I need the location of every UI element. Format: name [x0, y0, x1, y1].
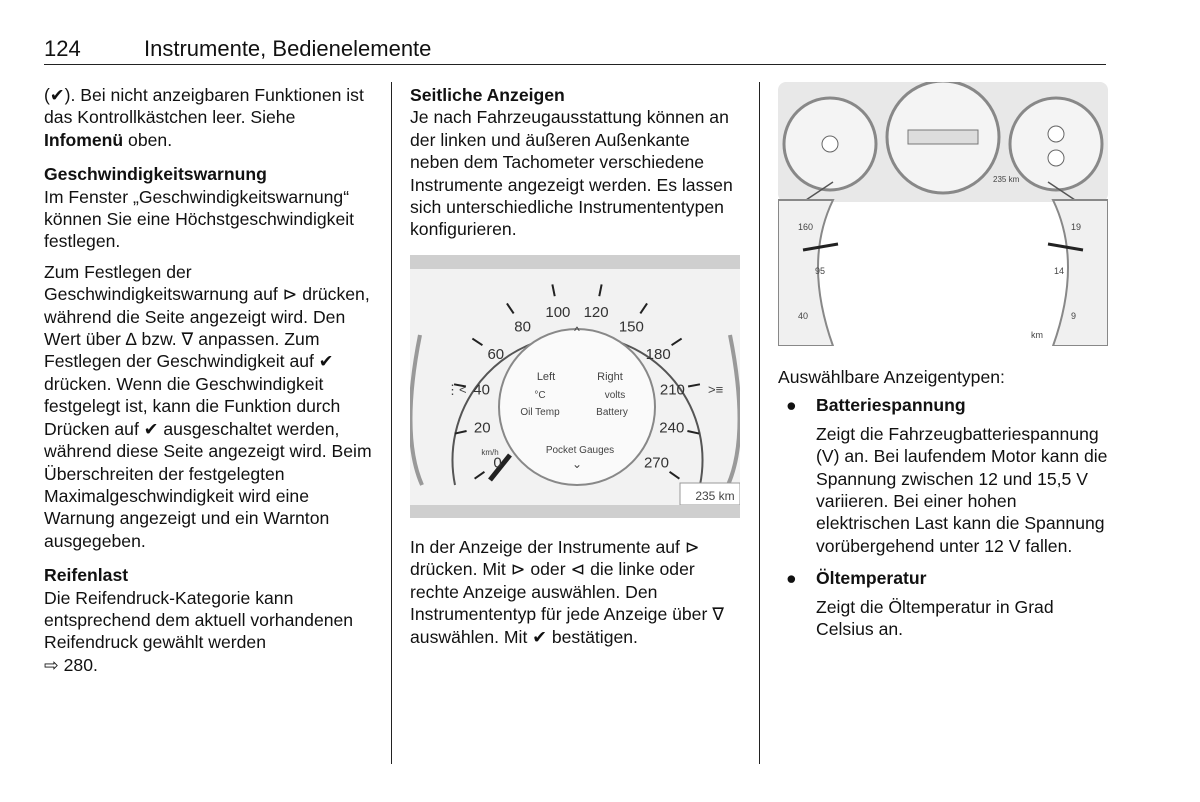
paragraph: Die Reifendruck-Kategorie kann entsprechend dem aktuell vorhandenen Reifendruck gewählt werden [44, 587, 354, 653]
paragraph: Je nach Fahrzeugausstattung können an der linken und äußeren Außenkante neben dem Tachometer verschiedene Instrumente angezeigt werden. Es lassen sich unterschiedliche Instrumententypen konfigurieren. [410, 107, 733, 240]
odometer-readout: 235 km [695, 489, 735, 503]
right-tick-1: 19 [1071, 222, 1082, 232]
speed-tick-label: 270 [643, 454, 669, 472]
item-body: Zeigt die Fahrzeugbatteriespannung (V) an. Bei laufendem Motor kann die Spannung zwischen 12 und 15,5 V variieren. Bei einer hohen elektrischen Last kann die Spannung vorübergehend unter 12 V fallen. [816, 423, 1108, 556]
svg-text:⌄: ⌄ [571, 457, 583, 471]
speedometer-illustration [410, 255, 740, 518]
pocket-gauges-label: Pocket Gauges [545, 445, 615, 456]
page-number: 124 [44, 36, 81, 61]
bullet: ● [786, 395, 797, 416]
paragraph: In der Anzeige der Instrumente auf ⊳ drücken. Mit ⊳ oder ⊲ die linke oder rechte Anzeige auswählen. Den Instrumententyp für jede Anzeige über ∇ auswählen. Mit ✔ bestätigen. [410, 537, 724, 647]
column-right [778, 366, 1108, 640]
paragraph: Im Fenster „Geschwindigkeitswarnung“ können Sie eine Höchstgeschwindigkeit festlegen. [44, 186, 355, 252]
left-tick-3: 40 [798, 311, 809, 321]
item-body: Zeigt die Öltemperatur in Grad Celsius an. [816, 596, 1054, 640]
gauge-type-list [778, 394, 1108, 640]
left-label: Left [536, 371, 556, 383]
speed-tick-label: 100 [545, 303, 571, 321]
instrument-cluster-figure [410, 255, 740, 518]
unit-label: km/h [481, 448, 499, 457]
speed-tick-label: 0 [493, 454, 502, 472]
right-tick-3: 9 [1071, 311, 1077, 321]
chapter-title: Instrumente, Bedienelemente [144, 36, 432, 61]
list-intro: Auswählbare Anzeigentypen: [778, 367, 1005, 387]
celsius-label: °C [534, 390, 546, 401]
top-odometer: 235 km [993, 175, 1020, 184]
side-gauges-figure [778, 82, 1108, 346]
left-tick-1: 160 [798, 222, 814, 232]
list-item [778, 567, 1108, 640]
speed-tick-label: 120 [583, 303, 609, 321]
left-tick-2: 95 [815, 266, 826, 276]
infomenu-reference: Infomenü [44, 129, 124, 150]
item-title: Batteriespannung [816, 395, 966, 416]
page-header [44, 34, 1106, 65]
speed-tick-label: 80 [514, 318, 531, 336]
page-reference: ⇨ 280. [44, 654, 98, 675]
speed-tick-label: 150 [618, 318, 644, 336]
section-heading: Seitliche Anzeigen [410, 85, 565, 105]
bottom-unit: km [1031, 330, 1043, 340]
right-label: Right [597, 371, 623, 383]
column-middle-lower [410, 536, 740, 648]
volts-label: volts [604, 390, 626, 401]
paragraph: (✔). Bei nicht anzeigbaren Funktionen ist das Kontrollkästchen leer. Siehe Infomenü oben. [44, 85, 364, 150]
paragraph: Zum Festlegen der Geschwindigkeitswarnung auf ⊳ drücken, während die Seite angezeigt wird. Den Wert über ∆ bzw. ∇ anpassen. Zum Festlegen der Geschwindigkeit auf ✔ drücken. Wenn die Geschwindigkeit festgelegt ist, kann die Funktion durch Drücken auf ✔ ausgeschaltet werden, während diese Seite angezeigt wird. Beim Überschreiten der festgelegten Maximalgeschwindigkeit wird eine Warnung angezeigt und ein Warnton ausgegeben. [44, 261, 372, 551]
speed-tick-label: 240 [659, 419, 685, 437]
column-left [44, 84, 376, 676]
column-divider-1 [391, 82, 392, 764]
battery-label: Battery [596, 407, 628, 418]
svg-text:>≡: >≡ [708, 382, 724, 397]
speed-tick-label: 60 [487, 345, 505, 363]
section-heading: Reifenlast [44, 565, 129, 586]
right-tick-2: 14 [1054, 266, 1065, 276]
speed-tick-label: 210 [659, 381, 685, 399]
svg-text:⋮<: ⋮< [446, 382, 467, 397]
side-gauges-illustration [778, 82, 1108, 346]
speed-tick-label: 180 [645, 345, 671, 363]
bullet: ● [786, 568, 797, 589]
section-heading: Geschwindigkeitswarnung [44, 164, 267, 185]
item-title: Öltemperatur [816, 568, 927, 589]
svg-text:^: ^ [574, 324, 580, 338]
column-middle [410, 84, 740, 241]
column-divider-2 [759, 82, 760, 764]
oil-temp-label: Oil Temp [520, 407, 560, 418]
speed-tick-label: 20 [473, 419, 491, 437]
speed-tick-label: 40 [473, 381, 490, 399]
list-item [778, 394, 1108, 557]
